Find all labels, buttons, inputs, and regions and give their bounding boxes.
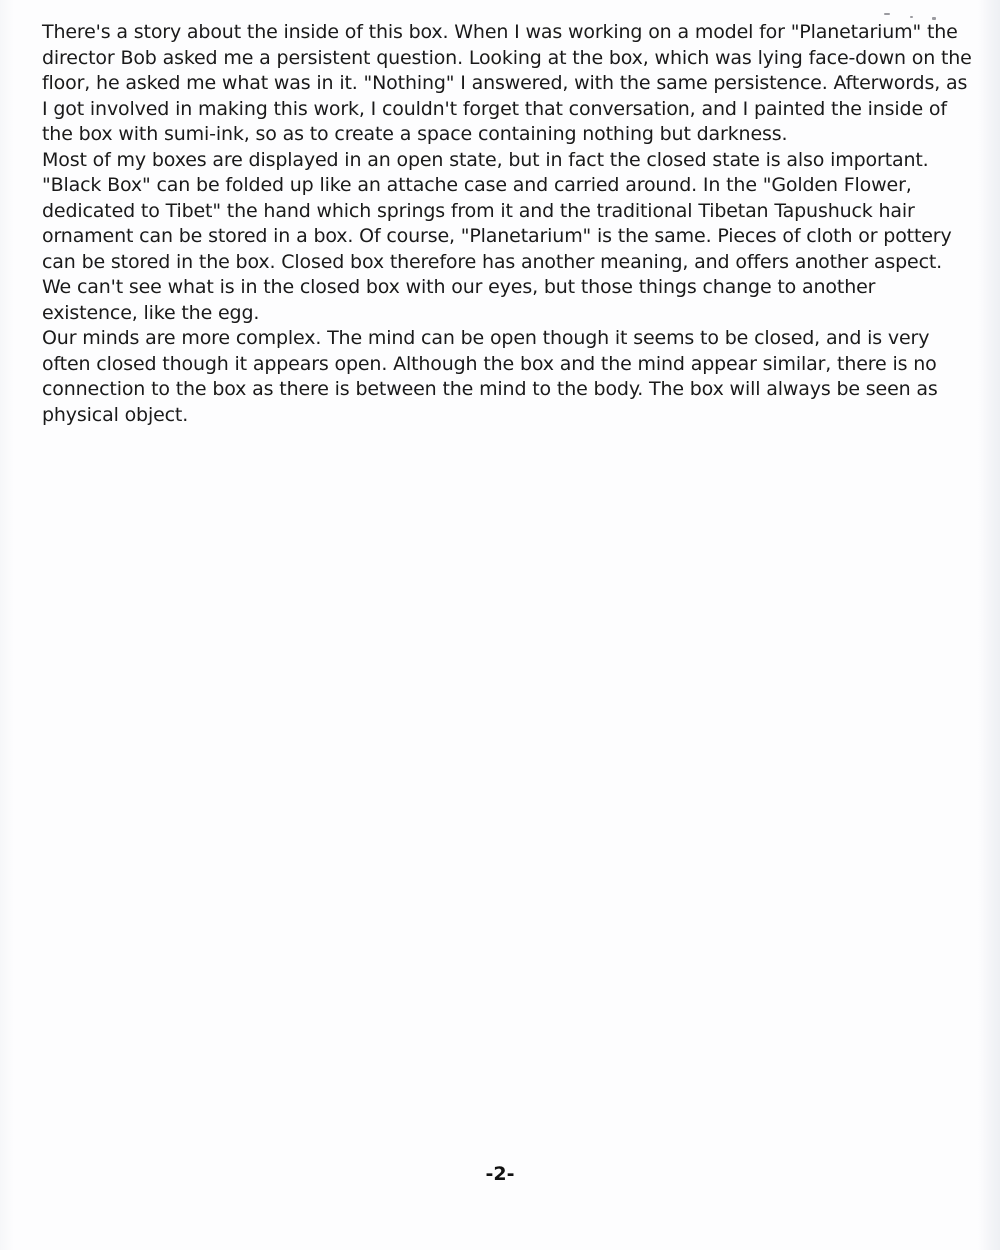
page-right-edge-shadow — [978, 0, 1000, 1250]
body-text — [42, 20, 972, 428]
paragraph: Most of my boxes are displayed in an open state, but in fact the closed state is also important. "Black Box" can be folded up like an attache case and carried around. In the "Golden Flower, dedicated to Tibet" the hand which springs from it and the traditional Tibetan Tapushuck hair ornament can be stored in a box. Of course, "Planetarium" is the same. Pieces of cloth or pottery can be stored in the box. Closed box therefore has another meaning, and offers another aspect. We can't see what is in the closed box with our eyes, but those things change to another existence, like the egg. — [42, 148, 952, 324]
paragraph: Our minds are more complex. The mind can be open though it seems to be closed, and is very often closed though it appears open. Although the box and the mind appear similar, there is no connection to the box as there is between the mind to the body. The box will always be seen as physical object. — [42, 327, 938, 426]
page-number: -2- — [485, 1163, 515, 1185]
scan-speck — [884, 13, 890, 15]
scan-speck — [910, 16, 913, 18]
page-left-edge-shadow — [0, 0, 14, 1250]
paragraph: There's a story about the inside of this box. When I was working on a model for "Planetarium" the director Bob asked me a persistent question. Looking at the box, which was lying face-down on the floor, he asked me what was in it. "Nothing" I answered, with the same persistence. Afterwords, as I got involved in making this work, I couldn't forget that conversation, and I painted the inside of the box with sumi-ink, so as to create a space containing nothing but darkness. — [42, 21, 972, 145]
